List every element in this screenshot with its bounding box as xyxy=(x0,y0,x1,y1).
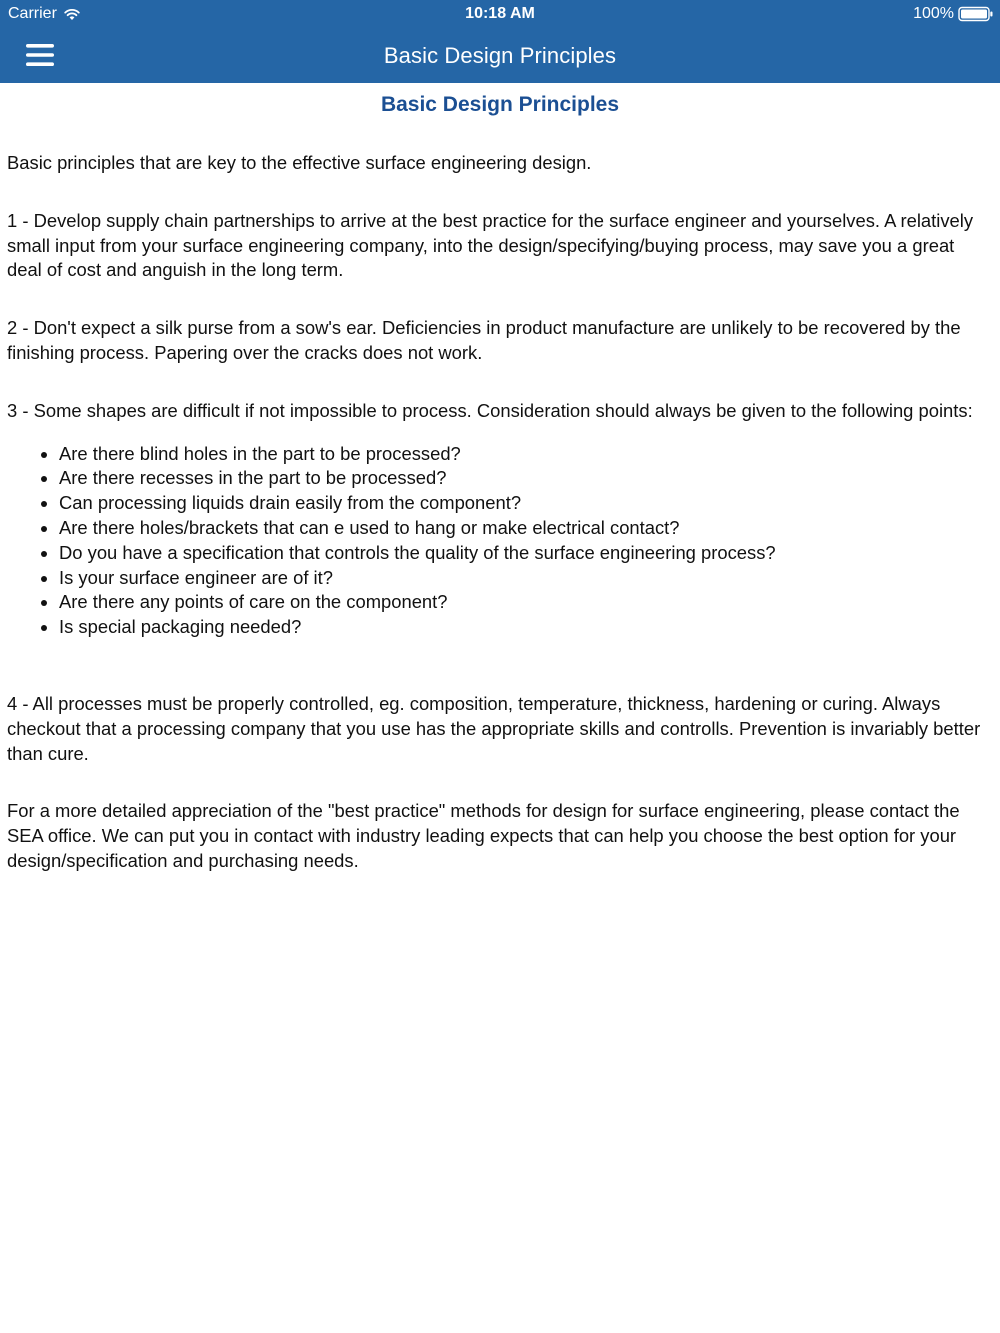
principle-2-paragraph: 2 - Don't expect a silk purse from a sow's ear. Deficiencies in product manufacture are unlikely to be recovered by the finishing process. Papering over the cracks does not work. xyxy=(7,317,961,363)
status-bar xyxy=(0,0,1000,28)
carrier-label: Carrier xyxy=(8,5,57,22)
principle-1-paragraph: 1 - Develop supply chain partnerships to arrive at the best practice for the surface engineer and yourselves. A relatively small input from your surface engineering company, into the design/specifying/buying process, may save you a great deal of cost and anguish in the long term. xyxy=(7,209,974,281)
list-item: • Are there recesses in the part to be processed? xyxy=(59,466,993,491)
top-bar xyxy=(0,0,1000,83)
list-item: • Is your surface engineer are of it? xyxy=(59,566,993,591)
battery-percentage: 100% xyxy=(913,5,954,22)
battery-icon xyxy=(958,6,994,22)
list-item: • Can processing liquids drain easily from the component? xyxy=(59,491,993,516)
page-title: Basic Design Principles xyxy=(380,93,620,116)
clock: 10:18 AM xyxy=(465,5,535,22)
nav-title: Basic Design Principles xyxy=(383,43,617,68)
article-content xyxy=(7,83,993,874)
intro-paragraph: Basic principles that are key to the effective surface engineering design. xyxy=(7,152,592,173)
considerations-list xyxy=(7,442,993,640)
list-item: • Do you have a specification that controls the quality of the surface engineering process? xyxy=(59,541,993,566)
list-item: • Are there holes/brackets that can e used to hang or make electrical contact? xyxy=(59,516,993,541)
list-item: • Are there blind holes in the part to be processed? xyxy=(59,442,993,467)
closing-paragraph: For a more detailed appreciation of the "best practice" methods for design for surface engineering, please contact the SEA office. We can put you in contact with industry leading expects that can help you choose the best option for your design/specification and purchasing needs. xyxy=(7,800,960,871)
battery-indicator xyxy=(913,0,994,28)
principle-3-paragraph: 3 - Some shapes are difficult if not impossible to process. Consideration should always be given to the following points: xyxy=(7,399,973,421)
navigation-bar xyxy=(0,28,1000,83)
list-item: • Are there any points of care on the component? xyxy=(59,590,993,615)
list-item: • Is special packaging needed? xyxy=(59,615,993,640)
principle-4-paragraph: 4 - All processes must be properly controlled, eg. composition, temperature, thickness, hardening or curing. Always checkout that a processing company that you use has the appropriate skills and controlls. Prevention is invariably better than cure. xyxy=(7,692,981,764)
